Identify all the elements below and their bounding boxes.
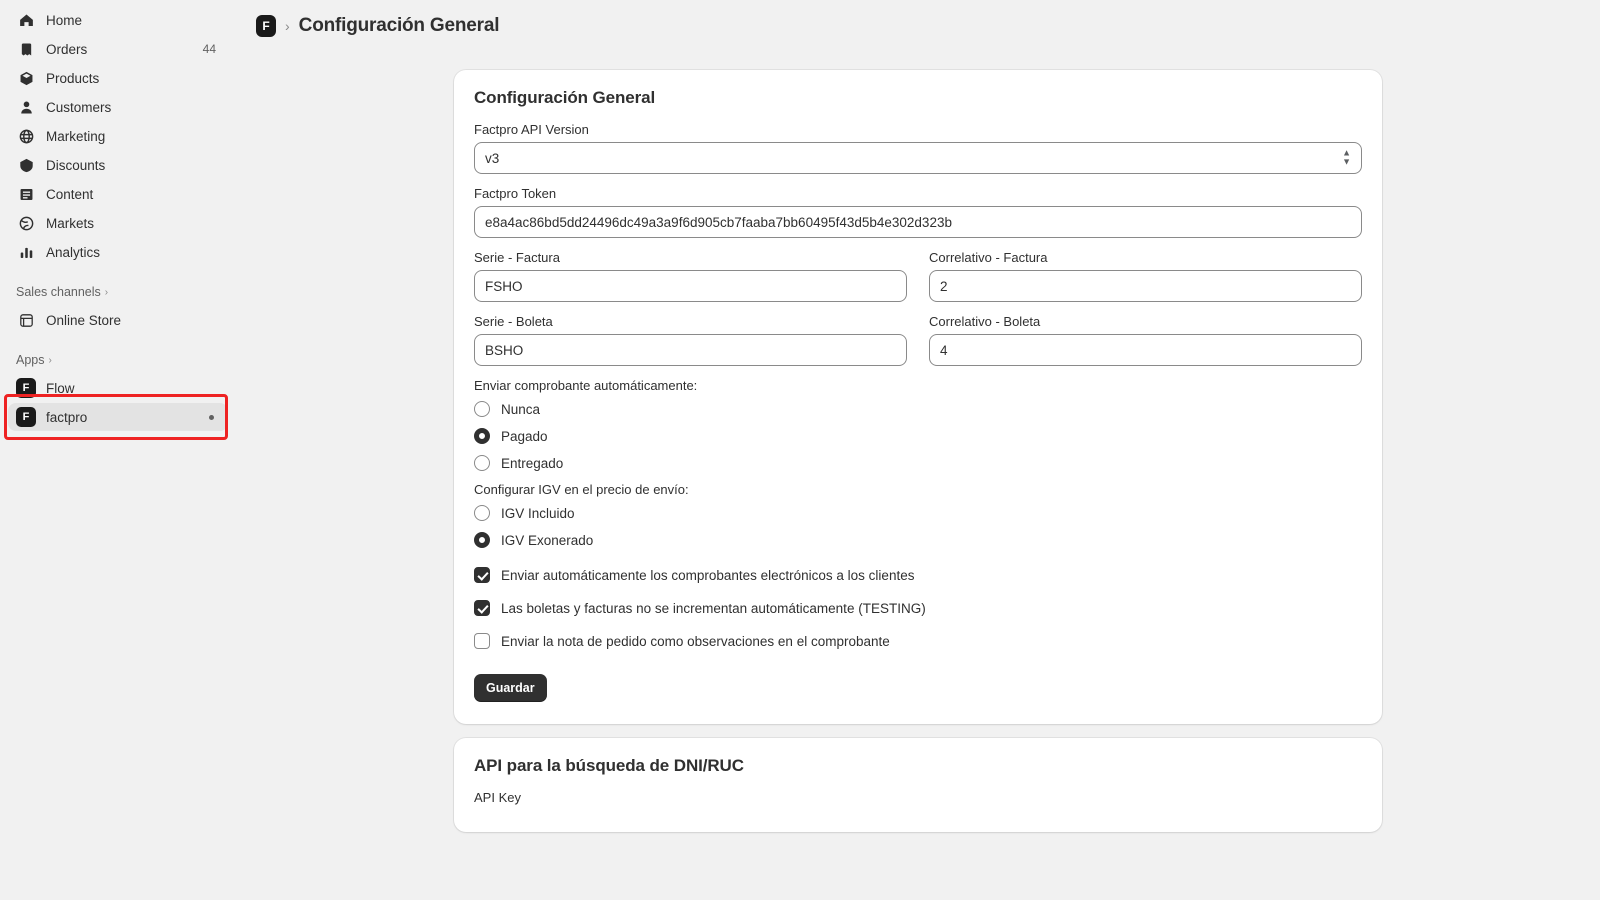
- field-correlativo-factura: [929, 250, 1362, 302]
- sidebar-item-label: Home: [46, 12, 83, 28]
- analytics-icon: [16, 242, 36, 262]
- api-key-label: API Key: [474, 790, 521, 805]
- radio-auto-send-pagado[interactable]: [474, 428, 1362, 444]
- chevron-updown-icon: ▲ ▼: [1342, 147, 1351, 167]
- checkbox-testing-no-increment[interactable]: [474, 600, 1362, 616]
- products-icon: [16, 68, 36, 88]
- checkbox-label: Las boletas y facturas no se incrementan automáticamente (TESTING): [501, 600, 926, 616]
- general-settings-card: [454, 70, 1382, 724]
- sidebar-item-online-store[interactable]: [8, 306, 228, 334]
- sidebar-item-analytics[interactable]: [8, 238, 228, 266]
- checkbox-label: Enviar la nota de pedido como observaciones en el comprobante: [501, 633, 890, 649]
- token-input[interactable]: [474, 206, 1362, 238]
- radio-igv-exonerado[interactable]: [474, 532, 1362, 548]
- checkbox-checked-icon: [474, 567, 490, 583]
- igv-group-label: Configurar IGV en el precio de envío:: [474, 482, 689, 497]
- correlativo-factura-input[interactable]: [929, 270, 1362, 302]
- sidebar-item-flow[interactable]: [8, 374, 228, 402]
- sidebar-item-customers[interactable]: [8, 93, 228, 121]
- discounts-icon: [16, 155, 36, 175]
- auto-send-group-label: Enviar comprobante automáticamente:: [474, 378, 698, 393]
- content-icon: [16, 184, 36, 204]
- checkbox-icon: [474, 633, 490, 649]
- radio-selected-icon: [474, 428, 490, 444]
- save-button[interactable]: Guardar: [474, 674, 547, 702]
- dni-ruc-api-card: [454, 738, 1382, 832]
- serie-boleta-label: Serie - Boleta: [474, 314, 553, 329]
- radio-selected-icon: [474, 532, 490, 548]
- api-version-select[interactable]: [474, 142, 1362, 174]
- radio-auto-send-entregado[interactable]: [474, 455, 1362, 471]
- serie-boleta-input[interactable]: [474, 334, 907, 366]
- sidebar-item-label: Online Store: [46, 312, 122, 328]
- sidebar-item-label: Marketing: [46, 128, 106, 144]
- sidebar-item-orders[interactable]: [8, 35, 228, 63]
- sidebar-item-label: Discounts: [46, 157, 106, 173]
- field-serie-boleta: [474, 314, 907, 366]
- checkbox-nota-pedido-observaciones[interactable]: [474, 633, 1362, 649]
- sidebar-item-label: Markets: [46, 215, 95, 231]
- correlativo-boleta-input[interactable]: [929, 334, 1362, 366]
- radio-label: IGV Incluido: [501, 505, 575, 521]
- content-scroll[interactable]: [236, 52, 1600, 900]
- correlativo-boleta-label: Correlativo - Boleta: [929, 314, 1041, 329]
- radio-igv-incluido[interactable]: [474, 505, 1362, 521]
- radio-label: Pagado: [501, 428, 548, 444]
- orders-badge: 44: [202, 42, 216, 56]
- field-api-version: [474, 122, 1362, 174]
- radio-label: Entregado: [501, 455, 564, 471]
- sidebar-item-label: factpro: [46, 409, 88, 425]
- status-dot-icon: [209, 415, 214, 420]
- correlativo-factura-label: Correlativo - Factura: [929, 250, 1048, 265]
- factpro-app-icon: F: [16, 407, 36, 427]
- sidebar-item-discounts[interactable]: [8, 151, 228, 179]
- serie-factura-row: [474, 250, 1362, 302]
- api-version-label: Factpro API Version: [474, 122, 589, 137]
- radio-label: Nunca: [501, 401, 541, 417]
- token-label: Factpro Token: [474, 186, 557, 201]
- page-title: Configuración General: [298, 15, 500, 36]
- flow-app-icon: F: [16, 378, 36, 398]
- customers-icon: [16, 97, 36, 117]
- sidebar-item-home[interactable]: [8, 6, 228, 34]
- sidebar-item-label: Analytics: [46, 244, 101, 260]
- serie-boleta-row: [474, 314, 1362, 366]
- sidebar-section-apps[interactable]: [8, 346, 228, 374]
- markets-icon: [16, 213, 36, 233]
- card-title: API para la búsqueda de DNI/RUC: [474, 756, 744, 775]
- sidebar-section-sales-channels[interactable]: [8, 278, 228, 306]
- sidebar-item-label: Flow: [46, 380, 75, 396]
- chevron-right-icon: ›: [104, 286, 109, 298]
- apps-label: Apps: [16, 353, 45, 367]
- main-area: [236, 0, 1600, 900]
- field-serie-factura: [474, 250, 907, 302]
- sidebar-item-markets[interactable]: [8, 209, 228, 237]
- sidebar-item-label: Customers: [46, 99, 112, 115]
- sidebar-item-products[interactable]: [8, 64, 228, 92]
- sidebar-item-content[interactable]: [8, 180, 228, 208]
- radio-label: IGV Exonerado: [501, 532, 594, 548]
- factpro-app-icon: F: [256, 15, 276, 37]
- sidebar-item-factpro[interactable]: [8, 403, 228, 431]
- chevron-right-icon: ›: [48, 354, 52, 366]
- serie-factura-label: Serie - Factura: [474, 250, 560, 265]
- orders-icon: [16, 39, 36, 59]
- sidebar-item-label: Content: [46, 186, 94, 202]
- radio-icon: [474, 455, 490, 471]
- field-token: [474, 186, 1362, 238]
- checkbox-label: Enviar automáticamente los comprobantes electrónicos a los clientes: [501, 567, 915, 583]
- home-icon: [16, 10, 36, 30]
- serie-factura-input[interactable]: [474, 270, 907, 302]
- checkbox-auto-send-clients[interactable]: [474, 567, 1362, 583]
- card-title: Configuración General: [474, 88, 656, 107]
- radio-auto-send-nunca[interactable]: [474, 401, 1362, 417]
- topbar: [236, 0, 1600, 52]
- marketing-icon: [16, 126, 36, 146]
- api-version-value: v3: [485, 150, 500, 166]
- radio-icon: [474, 401, 490, 417]
- store-icon: [16, 310, 36, 330]
- checkbox-checked-icon: [474, 600, 490, 616]
- sidebar: [0, 0, 236, 900]
- sidebar-item-label: Products: [46, 70, 100, 86]
- sidebar-item-label: Orders: [46, 41, 88, 57]
- sidebar-item-marketing[interactable]: [8, 122, 228, 150]
- field-correlativo-boleta: [929, 314, 1362, 366]
- breadcrumb-separator: ›: [285, 18, 290, 34]
- sales-channels-label: Sales channels: [16, 285, 101, 299]
- radio-icon: [474, 505, 490, 521]
